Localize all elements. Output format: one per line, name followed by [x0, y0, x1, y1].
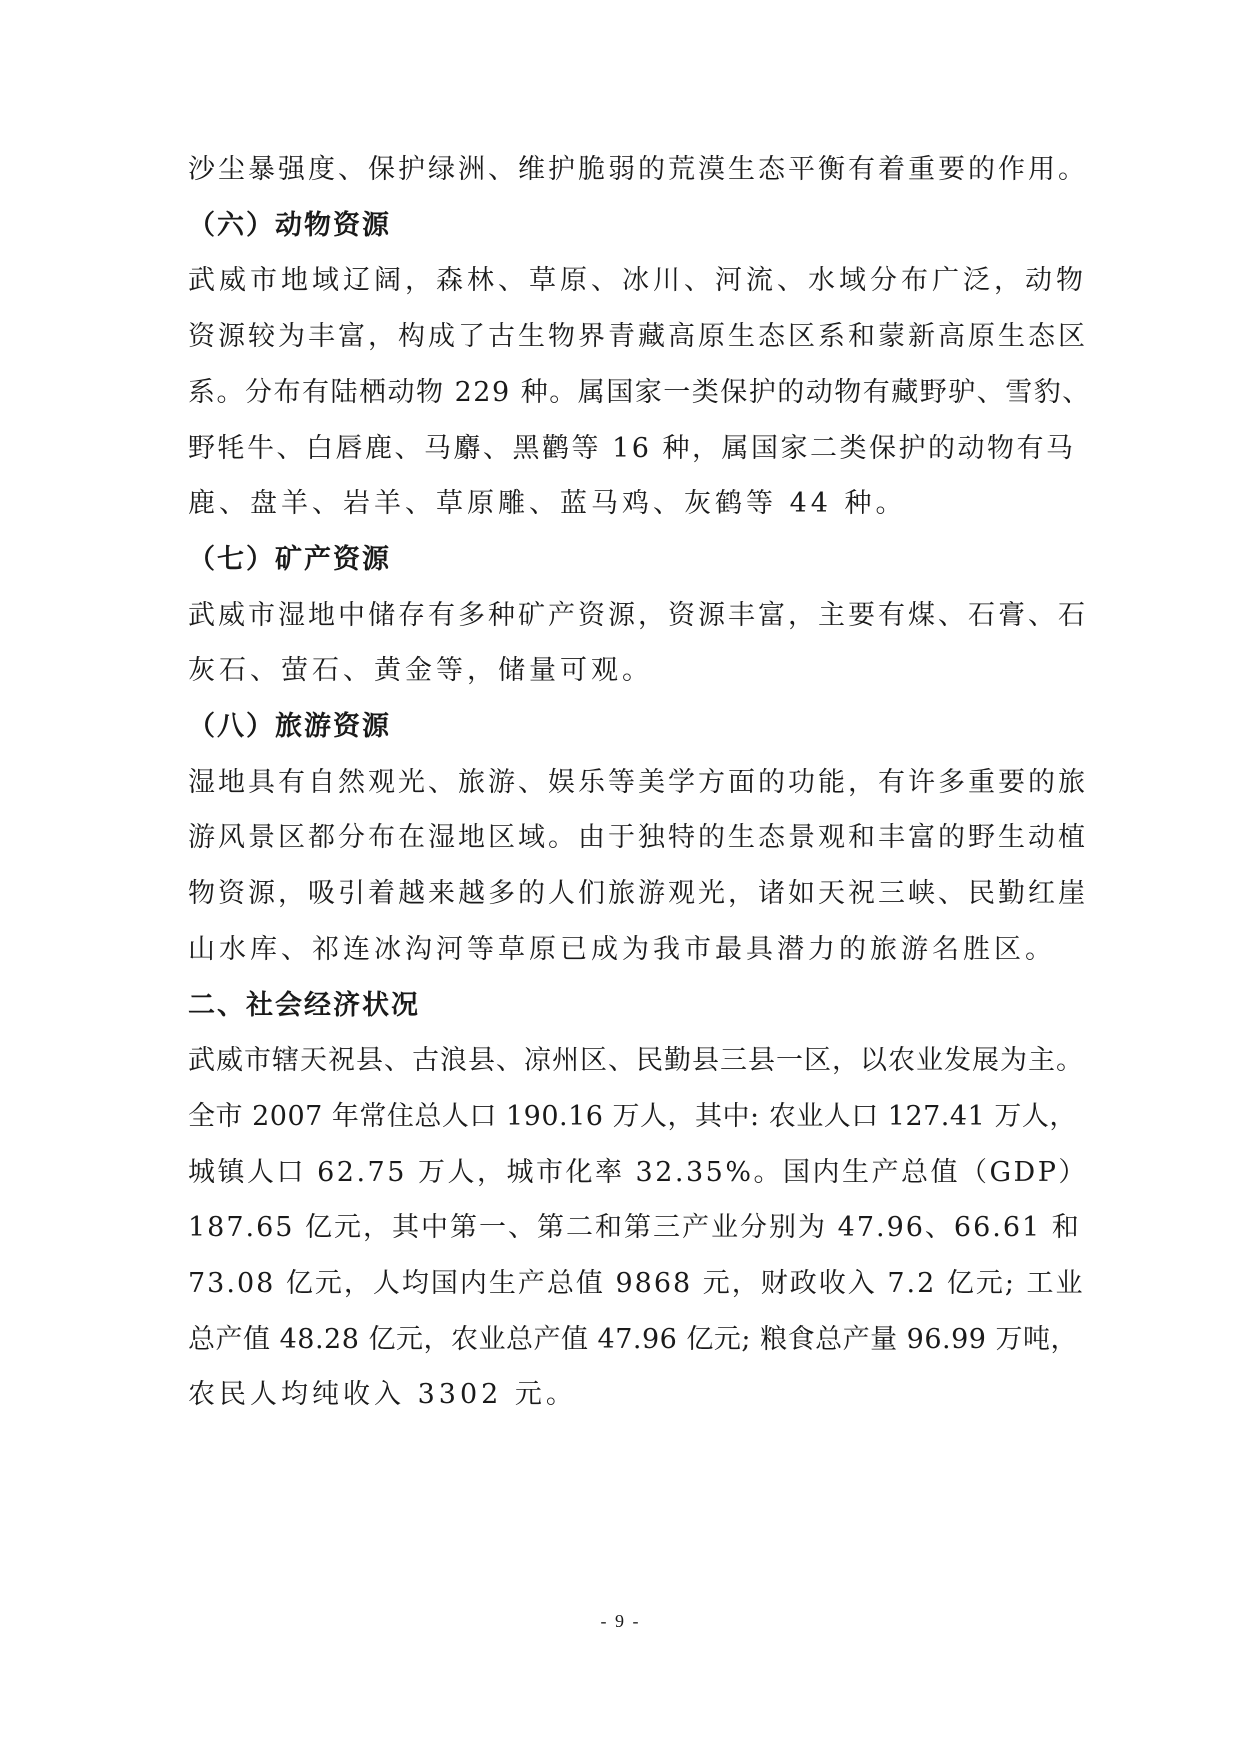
paragraph-line: 灰石、萤石、黄金等，储量可观。 [188, 655, 653, 687]
paragraph-line: 鹿、盘羊、岩羊、草原雕、蓝马鸡、灰鹤等 44 种。 [188, 488, 907, 520]
paragraph-line: 武威市湿地中储存有多种矿产资源，资源丰富，主要有煤、石膏、石 [188, 599, 1088, 631]
paragraph-line: 湿地具有自然观光、旅游、娱乐等美学方面的功能，有许多重要的旅 [188, 766, 1088, 798]
paragraph-line: 武威市辖天祝县、古浪县、凉州区、民勤县三县一区，以农业发展为主。 [188, 1045, 1084, 1077]
paragraph-line: 73.08 亿元，人均国内生产总值 9868 元，财政收入 7.2 亿元; 工业 [188, 1268, 1085, 1299]
section-heading-tourism-resources: （八）旅游资源 [188, 711, 391, 742]
paragraph-line: 全市 2007 年常住总人口 190.16 万人，其中: 农业人口 127.41 万人， [188, 1100, 1077, 1132]
paragraph-line: 山水库、祁连冰沟河等草原已成为我市最具潜力的旅游名胜区。 [188, 933, 1056, 965]
paragraph-line: 187.65 亿元，其中第一、第二和第三产业分别为 47.96、66.61 和 [188, 1212, 1081, 1244]
paragraph-line: 农民人均纯收入 3302 元。 [188, 1379, 577, 1411]
paragraph-line: 系。分布有陆栖动物 229 种。属国家一类保护的动物有藏野驴、雪豹、 [188, 376, 1091, 408]
section-heading-mineral-resources: （七）矿产资源 [188, 543, 391, 575]
section-heading-socioeconomic: 二、社会经济状况 [188, 989, 420, 1021]
paragraph-line: 城镇人口 62.75 万人，城市化率 32.35%。国内生产总值（GDP） [188, 1156, 1088, 1188]
paragraph-line: 物资源，吸引着越来越多的人们旅游观光，诸如天祝三峡、民勤红崖 [188, 878, 1088, 910]
section-heading-animal-resources: （六）动物资源 [188, 209, 391, 241]
paragraph-line: 游风景区都分布在湿地区域。由于独特的生态景观和丰富的野生动植 [188, 822, 1088, 854]
paragraph-line: 野牦牛、白唇鹿、马麝、黑鹳等 16 种，属国家二类保护的动物有马 [188, 432, 1076, 464]
page-number: - 9 - [600, 1611, 641, 1631]
paragraph-line: 资源较为丰富，构成了古生物界青藏高原生态区系和蒙新高原生态区 [188, 321, 1088, 353]
paragraph-line: 武威市地域辽阔，森林、草原、冰川、河流、水域分布广泛，动物 [188, 265, 1087, 297]
paragraph-line: 总产值 48.28 亿元，农业总产值 47.96 亿元; 粮食总产量 96.99 万吨， [188, 1323, 1079, 1355]
paragraph-line: 沙尘暴强度、保护绿洲、维护脆弱的荒漠生态平衡有着重要的作用。 [188, 154, 1088, 185]
